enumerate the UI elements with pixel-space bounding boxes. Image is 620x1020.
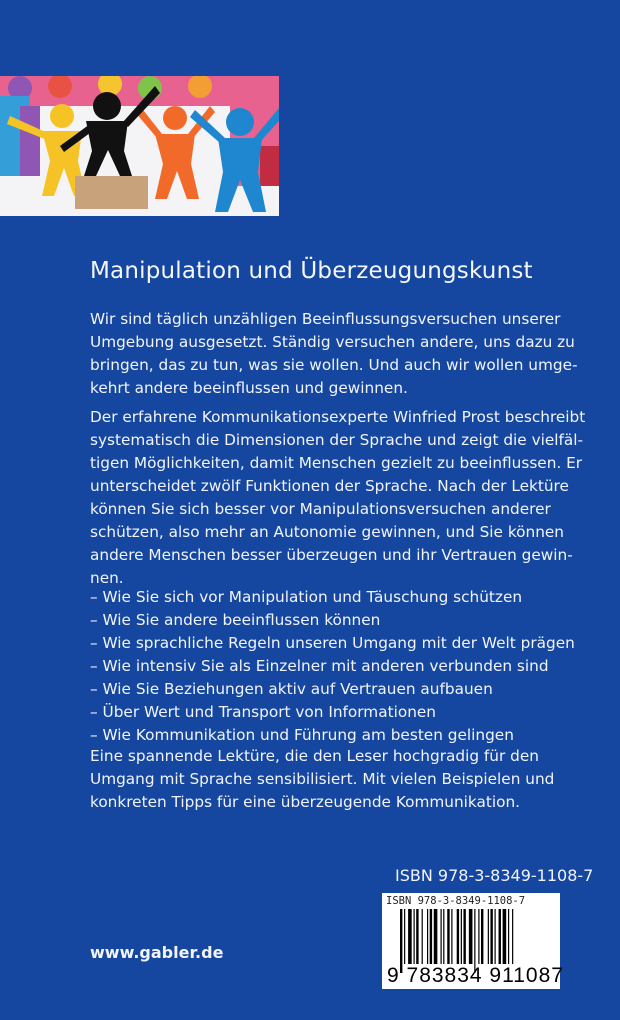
summary-paragraph	[90, 745, 555, 814]
barcode-bar	[447, 909, 449, 964]
barcode-bar	[422, 909, 423, 964]
barcode-bar	[495, 909, 496, 964]
text-line: Umgang mit Sprache sensibilisiert. Mit vielen Beispielen und	[90, 770, 555, 788]
intro-paragraph	[90, 308, 578, 400]
text-line: tigen Möglichkeiten, damit Menschen gezielt zu beeinflussen. Er	[90, 454, 583, 472]
barcode-bar	[434, 909, 438, 964]
text-line: Wir sind täglich unzähligen Beeinflussungsversuchen unserer	[90, 310, 561, 328]
barcode-bar	[457, 909, 459, 964]
list-item: – Wie Sie sich vor Manipulation und Täuschung schützen	[90, 588, 523, 606]
list-item: – Wie Sie andere beeinflussen können	[90, 611, 381, 629]
barcode-bar	[503, 909, 507, 964]
publisher-url[interactable]: www.gabler.de	[90, 943, 224, 962]
description-paragraph	[90, 406, 586, 590]
list-item: – Wie sprachliche Regeln unseren Umgang mit der Welt prägen	[90, 634, 575, 652]
text-line: nen.	[90, 569, 124, 587]
barcode-bar	[469, 909, 473, 964]
text-line: können Sie sich besser vor Manipulationsversuchen anderer	[90, 500, 551, 518]
barcode-bar	[427, 909, 428, 964]
barcode-bar	[451, 909, 452, 964]
barcode-bar	[416, 909, 418, 964]
text-line: Eine spannende Lektüre, die den Leser hochgradig für den	[90, 747, 539, 765]
text-line: unterscheidet zwölf Funktionen der Sprache. Nach der Lektüre	[90, 477, 569, 495]
barcode-bar	[478, 909, 479, 964]
list-item: – Wie Sie Beziehungen aktiv auf Vertrauen aufbauen	[90, 680, 493, 698]
barcode-bar	[499, 909, 501, 964]
text-line: schützen, also mehr an Autonomie gewinnen, und Sie können	[90, 523, 564, 541]
barcode-digits: 9 783834 911087	[387, 964, 564, 987]
book-title: Manipulation und Überzeugungskunst	[90, 258, 533, 284]
barcode-bar	[414, 909, 415, 964]
cover-photo-paper-figures	[0, 76, 279, 216]
text-line: kehrt andere beeinflussen und gewinnen.	[90, 379, 408, 397]
barcode-bar	[404, 909, 405, 964]
barcode-bar	[481, 909, 483, 964]
list-item: – Wie intensiv Sie als Einzelner mit anderen verbunden sind	[90, 657, 549, 675]
text-line: andere Menschen besser überzeugen und ihr Vertrauen gewin-	[90, 546, 573, 564]
barcode-bar	[430, 909, 432, 964]
barcode-bar	[408, 909, 412, 964]
barcode-isbn-label: ISBN 978-3-8349-1108-7	[386, 895, 526, 907]
list-item: – Über Wert und Transport von Informationen	[90, 703, 436, 721]
text-line: systematisch die Dimensionen der Sprache und zeigt die vielfäl-	[90, 431, 584, 449]
barcode-bar	[512, 909, 513, 964]
barcode-bar	[441, 909, 442, 964]
barcode-bar	[490, 909, 492, 964]
text-line: Der erfahrene Kommunikationsexperte Winfried Prost beschreibt	[90, 408, 586, 426]
barcode-bar	[488, 909, 489, 964]
barcode-bar	[461, 909, 462, 964]
text-line: Umgebung ausgesetzt. Ständig versuchen andere, uns dazu zu	[90, 333, 575, 351]
barcode-bar	[463, 909, 465, 964]
list-item: – Wie Kommunikation und Führung am besten gelingen	[90, 726, 514, 744]
barcode-bar	[508, 909, 509, 964]
isbn-label: ISBN 978-3-8349-1108-7	[395, 866, 594, 885]
barcode-bar	[443, 909, 444, 964]
text-line: bringen, das zu tun, was sie wollen. Und auch wir wollen umge-	[90, 356, 578, 374]
feature-list	[90, 586, 575, 747]
text-line: konkreten Tipps für eine überzeugende Kommunikation.	[90, 793, 521, 811]
barcode	[382, 893, 564, 989]
